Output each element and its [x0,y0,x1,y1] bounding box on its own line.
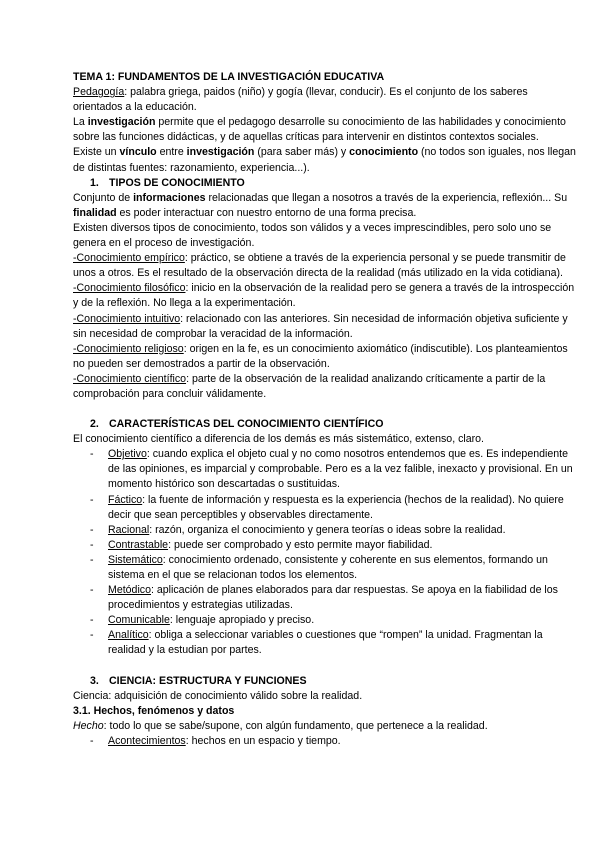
hecho-text: : todo lo que se sabe/supone, con algún fundamento, que pertenece a la realidad. [103,719,488,732]
characteristic-term: Analítico [108,629,149,642]
pedagogia-text: : palabra griega, paidos (niño) y gogía (llevar, conducir). Es el conjunto de los saberes orientados a la educación. [73,86,528,114]
subsection-3-1-heading: 3.1. Hechos, fenómenos y datos [73,704,235,717]
knowledge-type-religioso [73,342,576,372]
vinc-term: vínculo [119,146,157,159]
vinc-end: (no todos son iguales, nos llegan de distintas fuentes: razonamiento, experiencia...). [73,146,576,174]
characteristic-text: : la fuente de información y respuesta es la experiencia (hechos de la realidad). No quiere decir que sean perceptibles y observables directamente. [108,493,564,521]
vinc-mid2: (para saber más) y [254,146,350,159]
characteristic-text: : aplicación de planes elaborados para dar respuestas. Se apoya en la fiabilidad de los procedimientos y estrategias utilizadas. [108,584,558,612]
knowledge-text: : origen en la fe, es un conocimiento axiomático (indiscutible). Los planteamientos no pueden ser demostrados a partir de la observación. [73,342,568,370]
knowledge-term: -Conocimiento filosófico [73,282,186,295]
characteristic-term: Fáctico [108,493,143,506]
sec1-p1-term: informaciones [133,191,206,204]
characteristic-term: Metódico [108,584,151,597]
sec1-paragraph-1 [73,191,576,221]
hecho-term: Hecho [73,719,104,732]
sec1-p1-end: es poder interactuar con nuestro entorno de una forma precisa. [116,206,417,219]
knowledge-type-intuitivo [73,312,576,342]
inv-term: investigación [87,116,156,129]
sec1-p1-term2: finalidad [73,206,117,219]
knowledge-type-empirico [73,251,576,281]
list-item [73,447,576,492]
knowledge-term: -Conocimiento científico [73,372,187,385]
section-3-heading [73,674,576,689]
inv-pre: La [73,116,88,129]
knowledge-text: : relacionado con las anteriores. Sin necesidad de información objetiva suficiente y sin necesidad de comprobar la veracidad de la información. [73,312,568,340]
list-item [73,734,576,749]
spacer [73,659,576,674]
spacer [73,402,576,417]
list-item [73,583,576,613]
knowledge-type-cientifico [73,372,576,402]
characteristic-term: Contrastable [108,538,169,551]
inv-text: permite que el pedagogo desarrolle su conocimiento de las habilidades y conocimiento sobre las funciones didácticas, y de aquellas críticas para intervenir en distintos contextos sociales. [73,116,566,144]
section-2-title: CARACTERÍSTICAS DEL CONOCIMIENTO CIENTÍFICO [109,418,384,431]
list-item [73,613,576,628]
characteristic-text: : conocimiento ordenado, consistente y coherente en sus elementos, formando un sistema en el que se relacionan todos los elementos. [108,553,548,581]
characteristic-text: : puede ser comprobado y esto permite mayor fiabilidad. [168,538,433,551]
characteristic-term: Sistemático [108,553,163,566]
knowledge-text: : inicio en la observación de la realidad pero se genera a través de la introspección y de la reflexión. No llega a la experimentación. [73,282,575,310]
knowledge-text: : práctico, se obtiene a través de la experiencia personal y se puede transmitir de unos a otros. Es el resultado de la observación directa de la realidad (más utilizado en la vida cotidiana). [73,252,566,280]
vinc-mid1: entre [156,146,187,159]
section-1-title: TIPOS DE CONOCIMIENTO [109,176,245,189]
characteristic-text: : razón, organiza el conocimiento y genera teorías o ideas sobre la realidad. [149,523,506,536]
vinc-inv: investigación [186,146,255,159]
vinc-pre: Existe un [73,146,120,159]
section-3-title: CIENCIA: ESTRUCTURA Y FUNCIONES [109,674,307,687]
page-title: TEMA 1: FUNDAMENTOS DE LA INVESTIGACIÓN EDUCATIVA [73,71,385,83]
sec1-p1-mid: relacionadas que llegan a nosotros a través de la experiencia, reflexión... Su [205,191,568,204]
hecho-type-term: Acontecimientos [108,734,186,747]
characteristic-term: Objetivo [108,448,147,461]
knowledge-term: -Conocimiento religioso [73,342,184,355]
section-1-number: 1. [90,176,99,189]
characteristics-list [73,447,576,658]
section-3-number: 3. [90,674,99,687]
pedagogia-paragraph [73,85,576,115]
list-item [73,553,576,583]
list-item [73,538,576,553]
section-2-number: 2. [90,418,99,431]
knowledge-type-filosofico [73,281,576,311]
pedagogia-term: Pedagogía [73,86,125,99]
section-1-heading [73,176,576,191]
vinculo-paragraph [73,145,576,175]
list-item [73,628,576,658]
hecho-type-text: : hechos en un espacio y tiempo. [185,734,341,747]
knowledge-text: : parte de la observación de la realidad analizando críticamente a partir de la comprobación para concluir válidamente. [73,372,546,400]
section-2-heading [73,417,576,432]
characteristic-text: : obliga a seleccionar variables o cuestiones que “rompen” la unidad. Fragmentan la realidad y la estudian por partes. [108,629,543,657]
knowledge-term: -Conocimiento empírico [73,252,185,265]
characteristic-term: Comunicable [108,614,170,627]
investigacion-paragraph [73,115,576,145]
sec1-paragraph-2: Existen diversos tipos de conocimiento, todos son válidos y a veces imprescindibles, pero solo uno se genera en el proceso de investigación. [73,221,552,250]
sec1-p1-pre: Conjunto de [73,191,134,204]
hechos-list [73,734,576,749]
ciencia-definition: Ciencia: adquisición de conocimiento válido sobre la realidad. [73,689,363,702]
list-item [73,493,576,523]
knowledge-term: -Conocimiento intuitivo [73,312,181,325]
characteristic-text: : cuando explica el objeto cual y no como nosotros entendemos que es. Es independiente de las opiniones, es imparcial y comprobable. Pero es a la vez falible, inexacto y provisional. En un momento histórico son descartadas o sustituidas. [108,448,573,491]
sec2-intro: El conocimiento científico a diferencia de los demás es más sistemático, extenso, claro. [73,433,484,446]
characteristic-term: Racional [108,523,150,536]
hecho-paragraph [73,719,576,734]
vinc-con: conocimiento [349,146,419,159]
characteristic-text: : lenguaje apropiado y preciso. [169,614,315,627]
list-item [73,523,576,538]
